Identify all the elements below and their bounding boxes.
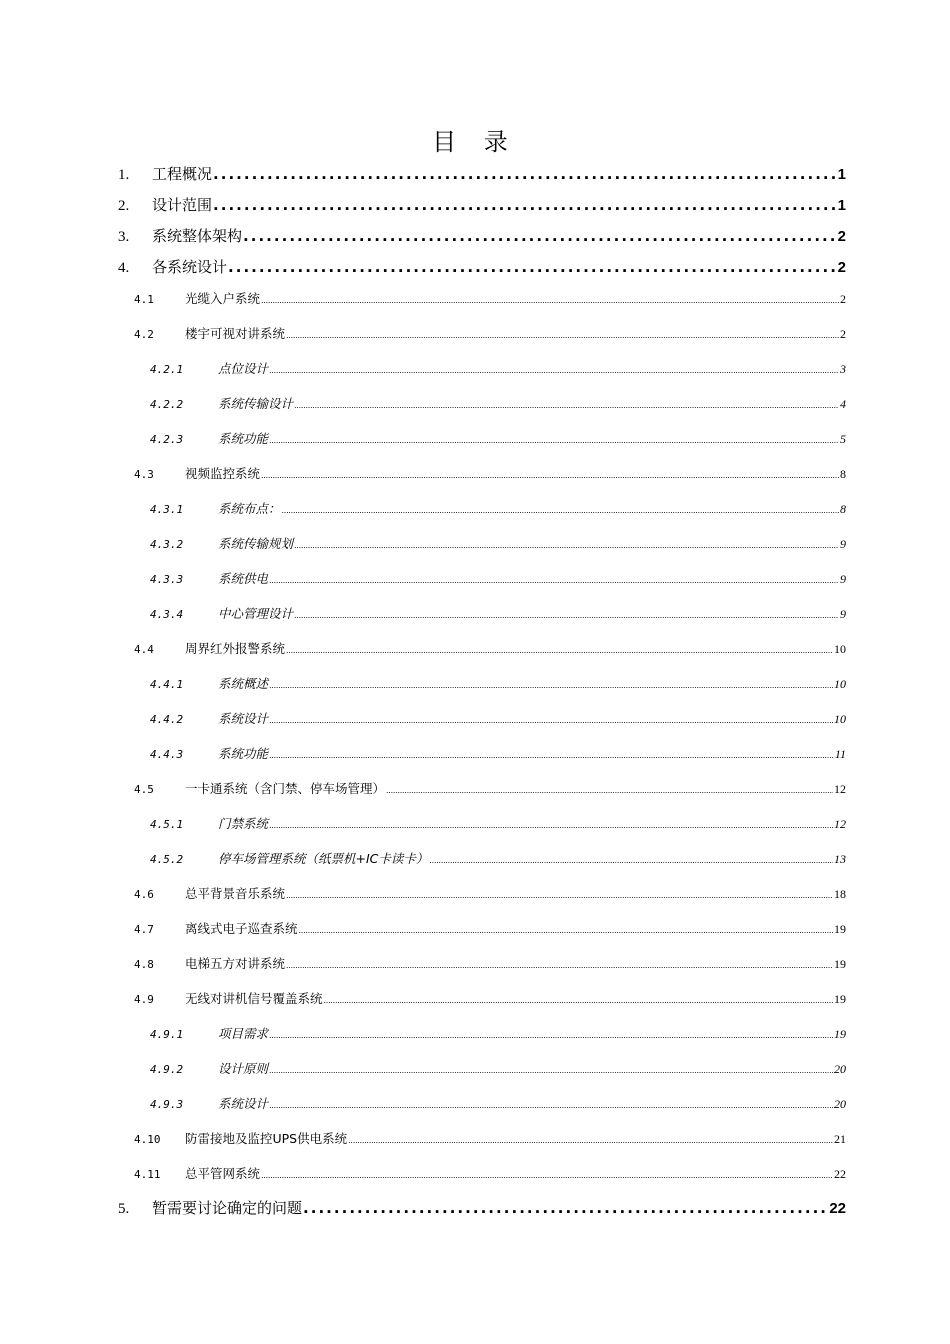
- dot-leader: [213, 165, 837, 183]
- toc-entry[interactable]: [150, 1059, 846, 1077]
- dot-leader: [213, 196, 837, 214]
- toc-entry[interactable]: [150, 674, 846, 692]
- toc-entry[interactable]: [134, 464, 846, 482]
- toc-entry-title: 光缆入户系统: [185, 291, 261, 306]
- dot-leader: [261, 291, 839, 306]
- toc-entry-number: 4.4: [134, 643, 154, 656]
- dot-leader: [299, 921, 833, 936]
- toc-entry-number: 4.8: [134, 958, 154, 971]
- toc-entry-title: 系统概述: [218, 676, 269, 691]
- toc-entry-number: 4.10: [134, 1133, 161, 1146]
- toc-entry-page: 18: [834, 887, 846, 901]
- dot-leader: [269, 711, 833, 726]
- toc-entry-number: 4.2.3: [150, 433, 184, 446]
- toc-entry[interactable]: [150, 744, 846, 762]
- toc-entry-number: 4.: [118, 260, 130, 276]
- toc-entry-page: 2: [840, 292, 846, 306]
- dot-leader: [261, 1166, 833, 1181]
- toc-entry-page: 19: [834, 992, 846, 1006]
- toc-entry-number: 3.: [118, 229, 130, 245]
- toc-entry[interactable]: [150, 1094, 846, 1112]
- toc-entry[interactable]: [134, 919, 846, 937]
- toc-entry-title: 总平背景音乐系统: [185, 886, 286, 901]
- dot-leader: [282, 501, 839, 516]
- toc-entry-number: 4.3.1: [150, 503, 184, 516]
- toc-entry-page: 20: [834, 1062, 846, 1076]
- toc-entry-number: 4.6: [134, 888, 154, 901]
- toc-entry-title: 暂需要讨论确定的问题: [152, 1199, 303, 1217]
- toc-entry[interactable]: [118, 256, 846, 277]
- toc-entry-title: 总平管网系统: [185, 1166, 261, 1181]
- toc-entry-number: 4.3.2: [150, 538, 184, 551]
- toc-entry-page: 13: [834, 852, 846, 866]
- dot-leader: [324, 991, 833, 1006]
- toc-entry-number: 4.5.2: [150, 853, 184, 866]
- toc-entry-page: 12: [834, 817, 846, 831]
- toc-entry[interactable]: [118, 225, 846, 246]
- toc-entry-page: 22: [829, 1200, 846, 1217]
- toc-entry[interactable]: [134, 289, 846, 307]
- toc-entry-title: 电梯五方对讲系统: [185, 956, 286, 971]
- dot-leader: [269, 816, 833, 831]
- toc-entry-title: 系统功能: [218, 431, 269, 446]
- toc-entry[interactable]: [134, 1129, 846, 1147]
- toc-entry[interactable]: [150, 569, 846, 587]
- toc-entry-page: 10: [834, 642, 846, 656]
- toc-entry-number: 2.: [118, 198, 130, 214]
- toc-entry-title: 周界红外报警系统: [185, 641, 286, 656]
- toc-entry-number: 4.2.1: [150, 363, 184, 376]
- toc-entry-number: 4.5: [134, 783, 154, 796]
- dot-leader: [269, 1061, 833, 1076]
- toc-entry-page: 2: [837, 228, 846, 245]
- toc-entry-page: 2: [837, 259, 846, 276]
- toc-entry-number: 4.1: [134, 293, 154, 306]
- toc-entry[interactable]: [150, 849, 846, 867]
- toc-entry-page: 19: [834, 957, 846, 971]
- dot-leader: [243, 227, 837, 245]
- toc-entry-number: 5.: [118, 1201, 130, 1217]
- toc-entry-title: 系统布点：: [218, 501, 281, 516]
- toc-entry-page: 19: [834, 1027, 846, 1041]
- toc-entry-page: 12: [834, 782, 846, 796]
- toc-entry[interactable]: [134, 1164, 846, 1182]
- dot-leader: [294, 536, 839, 551]
- toc-entry-page: 20: [834, 1097, 846, 1111]
- toc-entry-title: 各系统设计: [152, 258, 228, 276]
- toc-entry-page: 10: [834, 712, 846, 726]
- dot-leader: [286, 641, 833, 656]
- toc-entry[interactable]: [118, 194, 846, 215]
- toc-entry-title: 视频监控系统: [185, 466, 261, 481]
- toc-entry-page: 2: [840, 327, 846, 341]
- toc-entry[interactable]: [134, 884, 846, 902]
- toc-entry[interactable]: [150, 359, 846, 377]
- dot-leader: [303, 1199, 828, 1217]
- toc-entry-title: 点位设计: [218, 361, 269, 376]
- dot-leader: [269, 746, 834, 761]
- toc-entry-number: 4.9: [134, 993, 154, 1006]
- toc-entry-page: 21: [834, 1132, 846, 1146]
- dot-leader: [386, 781, 833, 796]
- toc-entry[interactable]: [150, 1024, 846, 1042]
- toc-entry[interactable]: [150, 709, 846, 727]
- toc-entry-number: 4.5.1: [150, 818, 184, 831]
- toc-entry-number: 4.2.2: [150, 398, 184, 411]
- toc-entry-title: 中心管理设计: [218, 606, 294, 621]
- toc-entry[interactable]: [150, 499, 846, 517]
- toc-entry-number: 4.4.3: [150, 748, 184, 761]
- toc-entry-title: 项目需求: [218, 1026, 269, 1041]
- toc-entry-page: 19: [834, 922, 846, 936]
- dot-leader: [228, 258, 837, 276]
- toc-entry-title: 设计原则: [218, 1061, 269, 1076]
- toc-entry-number: 4.4.1: [150, 678, 184, 691]
- dot-leader: [429, 851, 833, 866]
- dot-leader: [286, 886, 833, 901]
- toc-entry-page: 4: [840, 397, 846, 411]
- toc-entry-title: 离线式电子巡查系统: [185, 921, 298, 936]
- dot-leader: [294, 606, 839, 621]
- toc-entry[interactable]: [134, 779, 846, 797]
- toc-entry-title: 系统传输规划: [218, 536, 294, 551]
- toc-entry-title: 设计范围: [152, 196, 213, 214]
- dot-leader: [286, 326, 839, 341]
- toc-entry-title: 停车场管理系统（纸票机+IC卡读卡）: [218, 851, 429, 866]
- toc-entry-title: 系统功能: [218, 746, 269, 761]
- toc-entry[interactable]: [134, 324, 846, 342]
- dot-leader: [261, 466, 839, 481]
- toc-entry[interactable]: [150, 534, 846, 552]
- toc-entry[interactable]: [150, 394, 846, 412]
- dot-leader: [269, 571, 839, 586]
- toc-entry-page: 22: [834, 1167, 846, 1181]
- toc-entry-number: 4.3.3: [150, 573, 184, 586]
- toc-entry-title: 一卡通系统（含门禁、停车场管理）: [185, 781, 386, 796]
- toc-entry-page: 9: [840, 607, 846, 621]
- toc-entry-number: 4.9.1: [150, 1028, 184, 1041]
- toc-entry-title: 系统传输设计: [218, 396, 294, 411]
- toc-entry-number: 4.4.2: [150, 713, 184, 726]
- toc-entry-number: 4.3: [134, 468, 154, 481]
- toc-entry-number: 1.: [118, 167, 130, 183]
- toc-title: 目 录: [432, 128, 518, 156]
- toc-entry-number: 4.9.2: [150, 1063, 184, 1076]
- toc-entry[interactable]: [150, 429, 846, 447]
- toc-entry-page: 10: [834, 677, 846, 691]
- toc-entry-page: 5: [840, 432, 846, 446]
- toc-entry[interactable]: [150, 604, 846, 622]
- toc-entry-number: 4.11: [134, 1168, 161, 1181]
- dot-leader: [294, 396, 839, 411]
- toc-entry-page: 1: [837, 166, 846, 183]
- toc-entry-page: 8: [840, 502, 846, 516]
- toc-entry[interactable]: [118, 163, 846, 184]
- toc-entry-title: 无线对讲机信号覆盖系统: [185, 991, 323, 1006]
- toc-entry-title: 防雷接地及监控UPS供电系统: [185, 1131, 348, 1146]
- toc-entry-title: 楼宇可视对讲系统: [185, 326, 286, 341]
- toc-entry-title: 工程概况: [152, 165, 213, 183]
- toc-entry-page: 1: [837, 197, 846, 214]
- dot-leader: [269, 1026, 833, 1041]
- dot-leader: [269, 361, 839, 376]
- toc-entry-page: 11: [834, 747, 846, 761]
- toc-entry-page: 9: [840, 537, 846, 551]
- toc-entry[interactable]: [150, 814, 846, 832]
- toc-entry-title: 系统供电: [218, 571, 269, 586]
- toc-entry-title: 系统设计: [218, 711, 269, 726]
- toc-entry-title: 系统整体架构: [152, 227, 243, 245]
- toc-entry-page: 8: [840, 467, 846, 481]
- dot-leader: [269, 676, 833, 691]
- dot-leader: [269, 431, 839, 446]
- toc-entry[interactable]: [134, 954, 846, 972]
- toc-entry-title: 系统设计: [218, 1096, 269, 1111]
- dot-leader: [286, 956, 833, 971]
- toc-entry[interactable]: [134, 639, 846, 657]
- toc-entry-number: 4.2: [134, 328, 154, 341]
- toc-entry-number: 4.9.3: [150, 1098, 184, 1111]
- toc-entry[interactable]: [118, 1197, 846, 1218]
- toc-entry-number: 4.7: [134, 923, 154, 936]
- toc-entry-number: 4.3.4: [150, 608, 184, 621]
- toc-entry-page: 9: [840, 572, 846, 586]
- toc-entry[interactable]: [134, 989, 846, 1007]
- toc-entry-title: 门禁系统: [218, 816, 269, 831]
- toc-entry-page: 3: [840, 362, 846, 376]
- dot-leader: [348, 1131, 833, 1146]
- dot-leader: [269, 1096, 833, 1111]
